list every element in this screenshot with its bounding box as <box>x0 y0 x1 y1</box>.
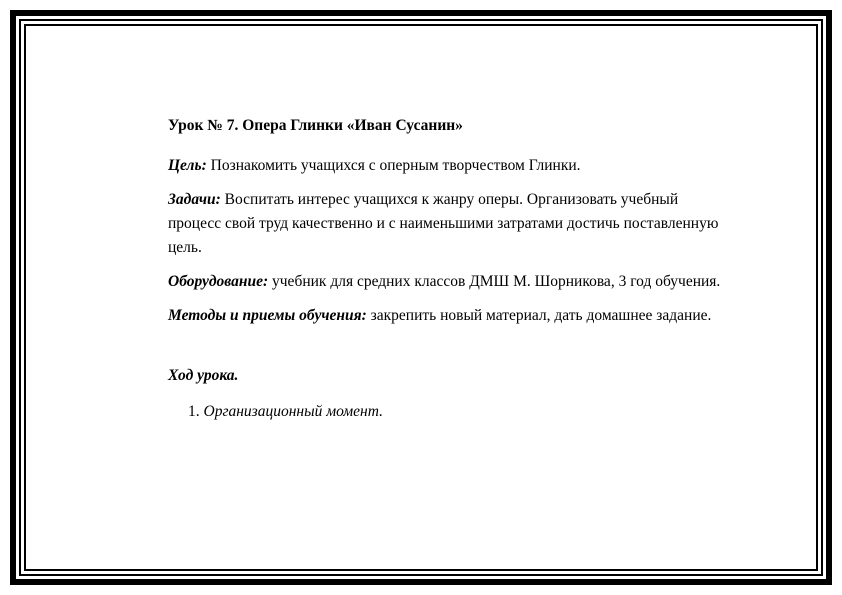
equipment-label: Оборудование: <box>168 273 269 290</box>
document-body <box>168 114 728 424</box>
tasks-text: Воспитать интерес учащихся к жанру оперы. Организовать учебный процесс свой труд качественно и с наименьшими затратами достичь поставленную цель. <box>168 191 719 256</box>
tasks-paragraph <box>168 188 728 260</box>
goal-text: Познакомить учащихся с оперным творчеством Глинки. <box>206 157 581 174</box>
equipment-paragraph <box>168 270 728 294</box>
lesson-step <box>188 400 728 424</box>
methods-label: Методы и приемы обучения: <box>168 307 367 324</box>
lesson-title: Урок № 7. Опера Глинки «Иван Сусанин» <box>168 117 463 134</box>
lesson-progress-heading: Ход урока. <box>168 367 239 384</box>
methods-text: закрепить новый материал, дать домашнее задание. <box>366 307 712 324</box>
step-number: 1. <box>188 403 200 420</box>
tasks-label: Задачи: <box>168 191 221 208</box>
goal-paragraph <box>168 154 728 178</box>
methods-paragraph <box>168 304 728 328</box>
step-text: Организационный момент. <box>203 403 383 420</box>
goal-label: Цель: <box>168 157 207 174</box>
equipment-text: учебник для средних классов ДМШ М. Шорникова, 3 год обучения. <box>268 273 721 290</box>
